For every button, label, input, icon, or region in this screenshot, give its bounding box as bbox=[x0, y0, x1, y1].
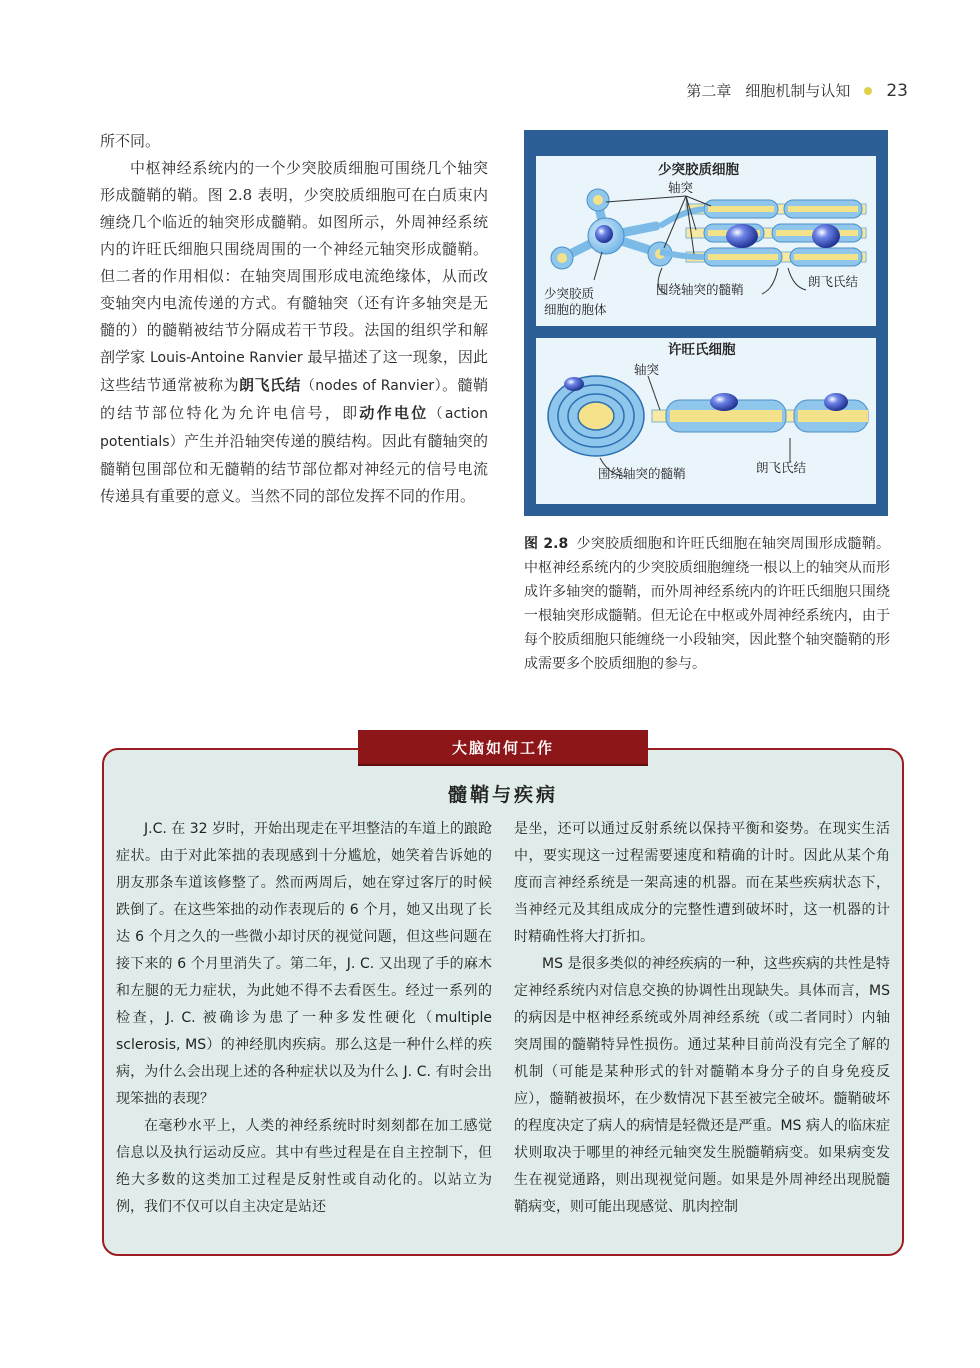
sidebar-banner: 大脑如何工作 bbox=[358, 730, 648, 764]
chapter-title: 细胞机制与认知 bbox=[745, 82, 851, 100]
label-axon-2: 轴突 bbox=[634, 362, 660, 377]
term-nodes-of-ranvier-en: （nodes of Ranvier） bbox=[300, 378, 443, 394]
label-node-1: 朗飞氏结 bbox=[808, 274, 859, 289]
label-axon-1: 轴突 bbox=[668, 180, 694, 195]
label-node-2: 朗飞氏结 bbox=[756, 460, 807, 475]
oligodendrocyte-panel bbox=[536, 156, 876, 326]
oligodendrocyte-soma bbox=[551, 189, 704, 269]
paragraph-continued: 所不同。 bbox=[100, 132, 161, 150]
chapter-number: 第二章 bbox=[686, 82, 732, 100]
sidebar-title: 髓鞘与疾病 bbox=[447, 784, 558, 806]
text-run: 最早描述了这一现象，因此这些结节通常被称为 bbox=[100, 348, 488, 394]
figure-2-8 bbox=[524, 130, 888, 516]
text-run: 。髓鞘的结节部位特化为允许电信号，即 bbox=[100, 376, 488, 422]
panel1-title: 少突胶质细胞 bbox=[658, 162, 739, 178]
text-run: 中枢神经系统内的一个少突胶质细胞可围绕几个轴突形成髓鞘的鞘。图 2.8 表明，少突胶质细胞可在白质束内缠绕几个临近的轴突形成髓鞘。如图所示，外周神经系统内的许旺氏细胞只围绕周围的一个神经元轴突形成髓鞘。但二者的作用相似：在轴突周围形成电流绝缘体，从而改变轴突内电流传递的方式。有髓轴突（还有许多轴突是无髓的）的髓鞘被结节分隔成若干节段。法国的组织学和解剖学家 bbox=[100, 159, 488, 366]
paragraph-myelin bbox=[100, 155, 488, 510]
schwann-axon bbox=[652, 393, 868, 432]
sidebar-paragraph: 是坐，还可以通过反射系统以保持平衡和姿势。在现实生活中，要实现这一过程需要速度和精确的计时。因此从某个角度而言神经系统是一架高速的机器。而在某些疾病状态下，当神经元及其组成成分的完整性遭到破坏时，这一机器的计时精确性将大打折扣。 bbox=[514, 821, 890, 945]
term-action-potentials-en: （action potentials） bbox=[100, 406, 488, 450]
sidebar-column-left bbox=[116, 816, 492, 1221]
schwann-diagram bbox=[536, 338, 876, 504]
caption-label: 图 2.8 bbox=[524, 536, 569, 552]
page-number: 23 bbox=[886, 80, 908, 101]
caption-text: 少突胶质细胞和许旺氏细胞在轴突周围形成髓鞘。中枢神经系统内的少突胶质细胞缠绕一根以上的轴突从而形成许多轴突的髓鞘，而外周神经系统内的许旺氏细胞只围绕一根轴突形成髓鞘。但无论在中枢或外周神经系统内，由于每个胶质细胞只能缠绕一小段轴突，因此整个轴突髓鞘的形成需要多个胶质细胞的参与。 bbox=[524, 536, 890, 672]
sidebar-paragraph: J.C. 在 32 岁时，开始出现走在平坦整洁的车道上的踉跄症状。由于对此笨拙的表现感到十分尴尬，她笑着告诉她的朋友那条车道该修整了。然而两周后，她在穿过客厅的时候跌倒了。在这些笨拙的动作表现后的 6 个月，她又出现了长达 6 个月之久的一些微小却讨厌的视觉问题，但这些问题在接下来的 6 个月里消失了。第二年，J. C. 又出现了手的麻木和左腿的无力症状，为此她不得不去看医生。经过一系列的检查，J. C. 被确诊为患了一种多发性硬化（multiple sclerosis, MS）的神经肌肉疾病。那么这是一种什么样的疾病，为什么会出现上述的各种症状以及为什么 J. C. 有时会出现笨拙的表现？ bbox=[116, 821, 492, 1107]
running-header bbox=[686, 80, 908, 101]
figure-caption bbox=[524, 532, 890, 676]
header-dot-icon bbox=[864, 87, 872, 95]
label-myelin-1: 围绕轴突的髓鞘 bbox=[656, 282, 744, 297]
sidebar-column-right bbox=[514, 816, 890, 1221]
sidebar-paragraph: MS 是很多类似的神经疾病的一种，这些疾病的共性是特定神经系统内对信息交换的协调性出现缺失。具体而言，MS 的病因是中枢神经系统或外周神经系统（或二者同时）内轴突周围的髓鞘特异性损伤。通过某种目前尚没有完全了解的机制（可能是某种形式的针对髓鞘本身分子的自身免疫反应），髓鞘被损坏，在少数情况下甚至被完全破坏。髓鞘破坏的程度决定了病人的病情是轻微还是严重。MS 病人的临床症状则取决于哪里的神经元轴突发生脱髓鞘病变。如果病变发生在视觉通路，则出现视觉问题。如果是外周神经出现脱髓鞘病变，则可能出现感觉、肌肉控制 bbox=[514, 956, 890, 1215]
term-nodes-of-ranvier: 朗飞氏结 bbox=[239, 376, 301, 394]
ranvier-name: Louis-Antoine Ranvier bbox=[149, 350, 303, 366]
label-soma-line2: 细胞的胞体 bbox=[544, 302, 607, 317]
panel2-title: 许旺氏细胞 bbox=[668, 342, 736, 358]
sidebar-paragraph: 在毫秒水平上，人类的神经系统时时刻刻都在加工感觉信息以及执行运动反应。其中有些过程是在自主控制下，但绝大多数的这类加工过程是反射性或自动化的。以站立为例，我们不仅可以自主决定是站还 bbox=[116, 1118, 492, 1215]
term-action-potentials: 动作电位 bbox=[359, 404, 429, 422]
left-text-column bbox=[100, 128, 488, 510]
label-soma-line1: 少突胶质 bbox=[544, 286, 595, 301]
schwann-panel bbox=[536, 338, 876, 504]
text-run: 产生并沿轴突传递的膜结构。因此有髓轴突的髓鞘包围部位和无髓鞘的结节部位都对神经元的信号电流传递具有重要的意义。当然不同的部位发挥不同的作用。 bbox=[100, 432, 488, 505]
schwann-spiral bbox=[548, 376, 644, 456]
label-myelin-2: 围绕轴突的髓鞘 bbox=[598, 466, 686, 481]
